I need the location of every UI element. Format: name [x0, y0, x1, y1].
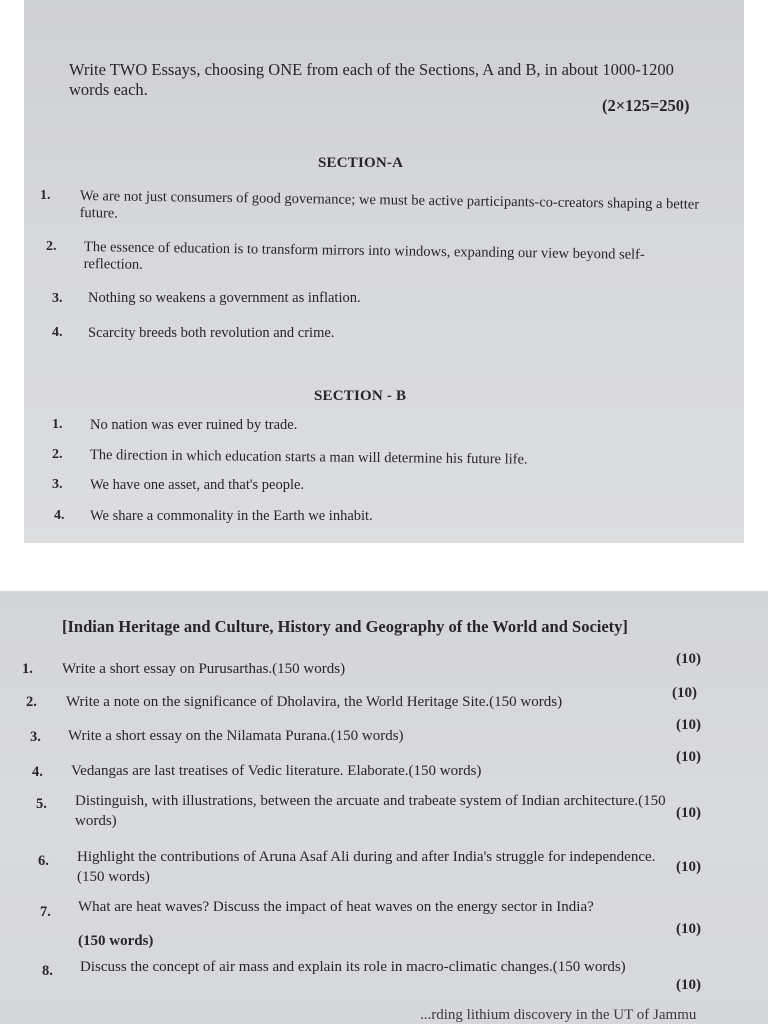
total-marks: (2×125=250) [602, 96, 690, 115]
section-a-question: We are not just consumers of good governance; we must be active participants-co-creators shaping a better future. [79, 188, 700, 222]
section-b-question: The direction in which education starts a man will determine his future life. [89, 447, 528, 468]
question-number: 1. [40, 188, 51, 203]
word-limit: (150 words) [78, 933, 154, 949]
paper-subject-header: [Indian Heritage and Culture, History and Geography of the World and Society] [62, 617, 628, 636]
gs-question: Vedangas are last treatises of Vedic literature. Elaborate.(150 words) [71, 763, 482, 779]
question-paper-photo-gs [0, 591, 768, 1024]
section-a-question: The essence of education is to transform mirrors into windows, expanding our view beyond self-reflection. [83, 239, 645, 273]
question-paper-photo-essays [24, 0, 744, 543]
question-number: 3. [30, 729, 41, 745]
question-number: 4. [52, 325, 63, 340]
gs-question: Distinguish, with illustrations, between the arcuate and trabeate system of Indian architecture.(150 words) [75, 793, 666, 829]
question-marks: (10) [672, 685, 697, 701]
gs-question: What are heat waves? Discuss the impact of heat waves on the energy sector in India? [78, 899, 594, 915]
section-b-question: We share a commonality in the Earth we inhabit. [90, 508, 373, 524]
question-number: 2. [46, 239, 57, 254]
question-marks: (10) [676, 651, 701, 667]
question-number: 1. [52, 417, 63, 432]
question-number: 4. [54, 508, 65, 523]
gs-question: Highlight the contributions of Aruna Asaf Ali during and after India's struggle for independence.(150 words) [77, 849, 656, 885]
section-a-heading: SECTION-A [318, 155, 404, 171]
question-number: 8. [42, 963, 53, 979]
question-marks: (10) [676, 921, 701, 937]
section-a-question: Scarcity breeds both revolution and crime. [88, 325, 335, 341]
question-number: 5. [36, 796, 47, 812]
section-b-question: We have one asset, and that's people. [90, 477, 305, 493]
gs-question: Write a note on the significance of Dholavira, the World Heritage Site.(150 words) [66, 694, 563, 710]
instructions-text: Write TWO Essays, choosing ONE from each of the Sections, A and B, in about 1000-1200 words each. [69, 60, 674, 99]
cut-off-question-line: ...rding lithium discovery in the UT of Jammu [420, 1007, 697, 1023]
question-number: 4. [32, 764, 43, 780]
gs-question: Discuss the concept of air mass and explain its role in macro-climatic changes.(150 words) [80, 959, 626, 975]
question-marks: (10) [676, 717, 701, 733]
section-b-question: No nation was ever ruined by trade. [90, 417, 298, 433]
question-number: 2. [26, 694, 37, 710]
question-marks: (10) [676, 749, 701, 765]
section-b-heading: SECTION - B [314, 388, 407, 404]
question-number: 3. [52, 477, 63, 492]
gs-question: Write a short essay on the Nilamata Purana.(150 words) [68, 728, 404, 744]
question-marks: (10) [676, 859, 701, 875]
gs-question: Write a short essay on Purusarthas.(150 words) [62, 661, 346, 677]
section-a-question: Nothing so weakens a government as inflation. [88, 290, 361, 306]
question-number: 2. [52, 447, 63, 462]
question-marks: (10) [676, 977, 701, 993]
question-number: 6. [38, 853, 49, 869]
question-number: 3. [52, 291, 63, 306]
question-number: 7. [40, 904, 51, 920]
question-marks: (10) [676, 805, 701, 821]
question-number: 1. [22, 661, 33, 677]
